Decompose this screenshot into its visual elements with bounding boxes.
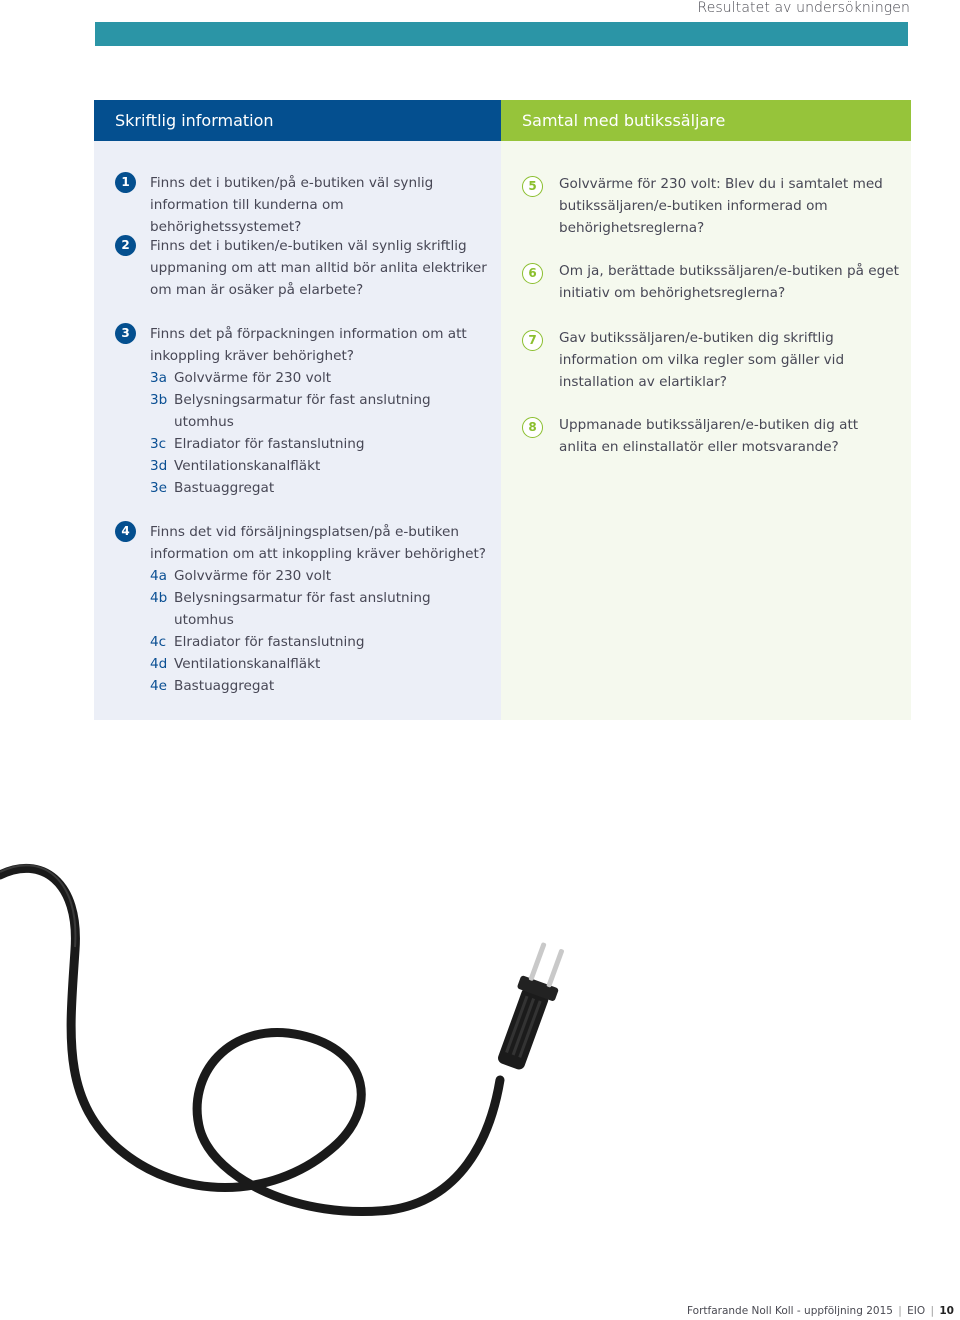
sub-question	[150, 455, 490, 477]
question-7	[528, 327, 899, 393]
sub-question-text: Ventilationskanalfläkt	[174, 656, 321, 672]
sub-question-label: 3c	[150, 436, 167, 452]
header-bar	[95, 22, 908, 46]
question-number-badge: 1	[115, 172, 136, 193]
sub-question-label: 4b	[150, 590, 168, 606]
sub-question-text: Golvvärme för 230 volt	[174, 370, 332, 386]
sub-question	[150, 433, 490, 455]
running-header: Resultatet av undersökningen	[697, 0, 910, 16]
question-number-badge: 5	[522, 176, 543, 197]
question-number-badge: 3	[115, 323, 136, 344]
sub-question-text: Bastuaggregat	[174, 678, 275, 694]
sub-question	[150, 587, 490, 631]
question-text: Finns det i butiken/på e-butiken väl synlig information till kunderna om behörighetssystemet?	[150, 175, 434, 235]
sub-question	[150, 477, 490, 499]
question-text: Gav butikssäljaren/e-butiken dig skriftlig information om vilka regler som gäller vid installation av elartiklar?	[559, 330, 845, 390]
sub-question-label: 3b	[150, 392, 168, 408]
sub-question-label: 4e	[150, 678, 168, 694]
question-6	[528, 260, 899, 304]
sub-question-text: Ventilationskanalfläkt	[174, 458, 321, 474]
question-number-badge: 2	[115, 235, 136, 256]
sub-question-text: Elradiator för fastanslutning	[174, 436, 365, 452]
written-information-heading: Skriftlig information	[94, 100, 501, 141]
question-8	[528, 414, 899, 458]
sub-question-label: 4d	[150, 656, 168, 672]
question-text: Finns det vid försäljningsplatsen/på e-butiken information om att inkoppling kräver behörighet?	[150, 524, 486, 562]
sub-question	[150, 367, 490, 389]
organization-name: EIO	[907, 1305, 926, 1317]
sub-question-label: 3d	[150, 458, 168, 474]
question-number-badge: 4	[115, 521, 136, 542]
question-text: Uppmanade butikssäljaren/e-butiken dig att anlita en elinstallatör eller motsvarande?	[559, 417, 859, 455]
sub-question-text: Elradiator för fastanslutning	[174, 634, 365, 650]
page-number: 10	[939, 1305, 954, 1317]
sub-question-text: Bastuaggregat	[174, 480, 275, 496]
sub-question	[150, 631, 490, 653]
sub-question-text: Belysningsarmatur för fast anslutning utomhus	[174, 392, 431, 430]
sub-question-text: Golvvärme för 230 volt	[174, 568, 332, 584]
question-number-badge: 8	[522, 417, 543, 438]
question-3	[121, 323, 490, 499]
sub-question-label: 3a	[150, 370, 167, 386]
sub-question-label: 4c	[150, 634, 167, 650]
question-text: Finns det på förpackningen information om att inkoppling kräver behörighet?	[150, 326, 467, 364]
sub-question	[150, 389, 490, 433]
sales-conversation-column	[501, 100, 911, 720]
question-text: Finns det i butiken/e-butiken väl synlig skriftlig uppmaning om att man alltid bör anlita elektriker om man är osäker på elarbete?	[150, 238, 487, 298]
question-number-badge: 7	[522, 330, 543, 351]
sub-question	[150, 653, 490, 675]
question-5	[528, 173, 899, 239]
written-information-column	[94, 100, 501, 720]
sales-conversation-heading: Samtal med butikssäljare	[501, 100, 911, 141]
sub-question	[150, 565, 490, 587]
question-2	[121, 235, 490, 301]
question-4	[121, 521, 490, 697]
sub-question-text: Belysningsarmatur för fast anslutning utomhus	[174, 590, 431, 628]
question-number-badge: 6	[522, 263, 543, 284]
question-text: Golvvärme för 230 volt: Blev du i samtalet med butikssäljaren/e-butiken informerad om behörighetsreglerna?	[559, 176, 883, 236]
sub-question-label: 3e	[150, 480, 168, 496]
sub-question-label: 4a	[150, 568, 167, 584]
power-cable-plug-image	[0, 820, 960, 1250]
page-footer: Fortfarande Noll Koll - uppföljning 2015 | EIO | 10	[686, 1305, 954, 1317]
report-title: Fortfarande Noll Koll - uppföljning 2015	[686, 1305, 893, 1317]
sub-question	[150, 675, 490, 697]
question-1	[121, 172, 490, 238]
question-text: Om ja, berättade butikssäljaren/e-butiken på eget initiativ om behörighetsreglerna?	[559, 263, 899, 301]
